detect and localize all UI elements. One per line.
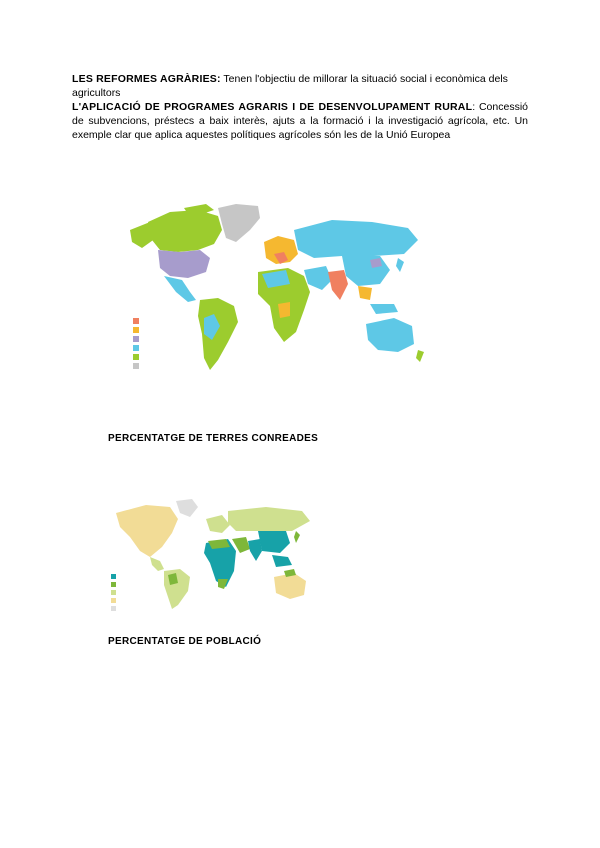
population-legend-swatch xyxy=(111,590,116,595)
cultivated-land-legend-item xyxy=(133,334,144,343)
cultivated-land-legend xyxy=(133,316,144,370)
population-legend-swatch xyxy=(111,582,116,587)
population-legend-swatch xyxy=(111,598,116,603)
programes-text: : Concessió de subvencions, préstecs a baix interès, ajuts a la formació i la investigació agrícola, etc. Un exemple clar que aplica aquestes polítiques agrícoles són les de la Unió Europea xyxy=(72,101,529,141)
cultivated-land-legend-swatch xyxy=(133,354,139,360)
programes-title: L'APLICACIÓ DE PROGRAMES AGRARIS I DE DESENVOLUPAMENT RURAL xyxy=(72,101,473,113)
population-legend xyxy=(111,572,121,612)
population-legend-item xyxy=(111,572,121,580)
cultivated-land-caption: PERCENTATGE DE TERRES CONREADES xyxy=(108,433,319,444)
cultivated-land-legend-item xyxy=(133,325,144,334)
programes-paragraph xyxy=(72,100,528,142)
population-legend-item xyxy=(111,580,121,588)
population-legend-swatch xyxy=(111,574,116,579)
population-world-map xyxy=(106,497,316,612)
population-legend-item xyxy=(111,596,121,604)
reformes-paragraph xyxy=(72,72,528,100)
reformes-text: Tenen l'objectiu de millorar la situació social i econòmica dels agricultors xyxy=(72,73,508,99)
cultivated-land-legend-swatch xyxy=(133,318,139,324)
cultivated-land-world-map xyxy=(118,200,428,380)
reformes-title: LES REFORMES AGRÀRIES: xyxy=(72,73,221,85)
cultivated-land-legend-item xyxy=(133,361,144,370)
cultivated-land-legend-swatch xyxy=(133,336,139,342)
cultivated-land-legend-item xyxy=(133,352,144,361)
cultivated-land-legend-swatch xyxy=(133,363,139,369)
cultivated-land-legend-item xyxy=(133,343,144,352)
population-legend-item xyxy=(111,588,121,596)
cultivated-land-legend-swatch xyxy=(133,345,139,351)
cultivated-land-legend-swatch xyxy=(133,327,139,333)
population-legend-swatch xyxy=(111,606,116,611)
population-caption: PERCENTATGE DE POBLACIÓ xyxy=(108,636,262,647)
population-legend-item xyxy=(111,604,121,612)
cultivated-land-legend-item xyxy=(133,316,144,325)
